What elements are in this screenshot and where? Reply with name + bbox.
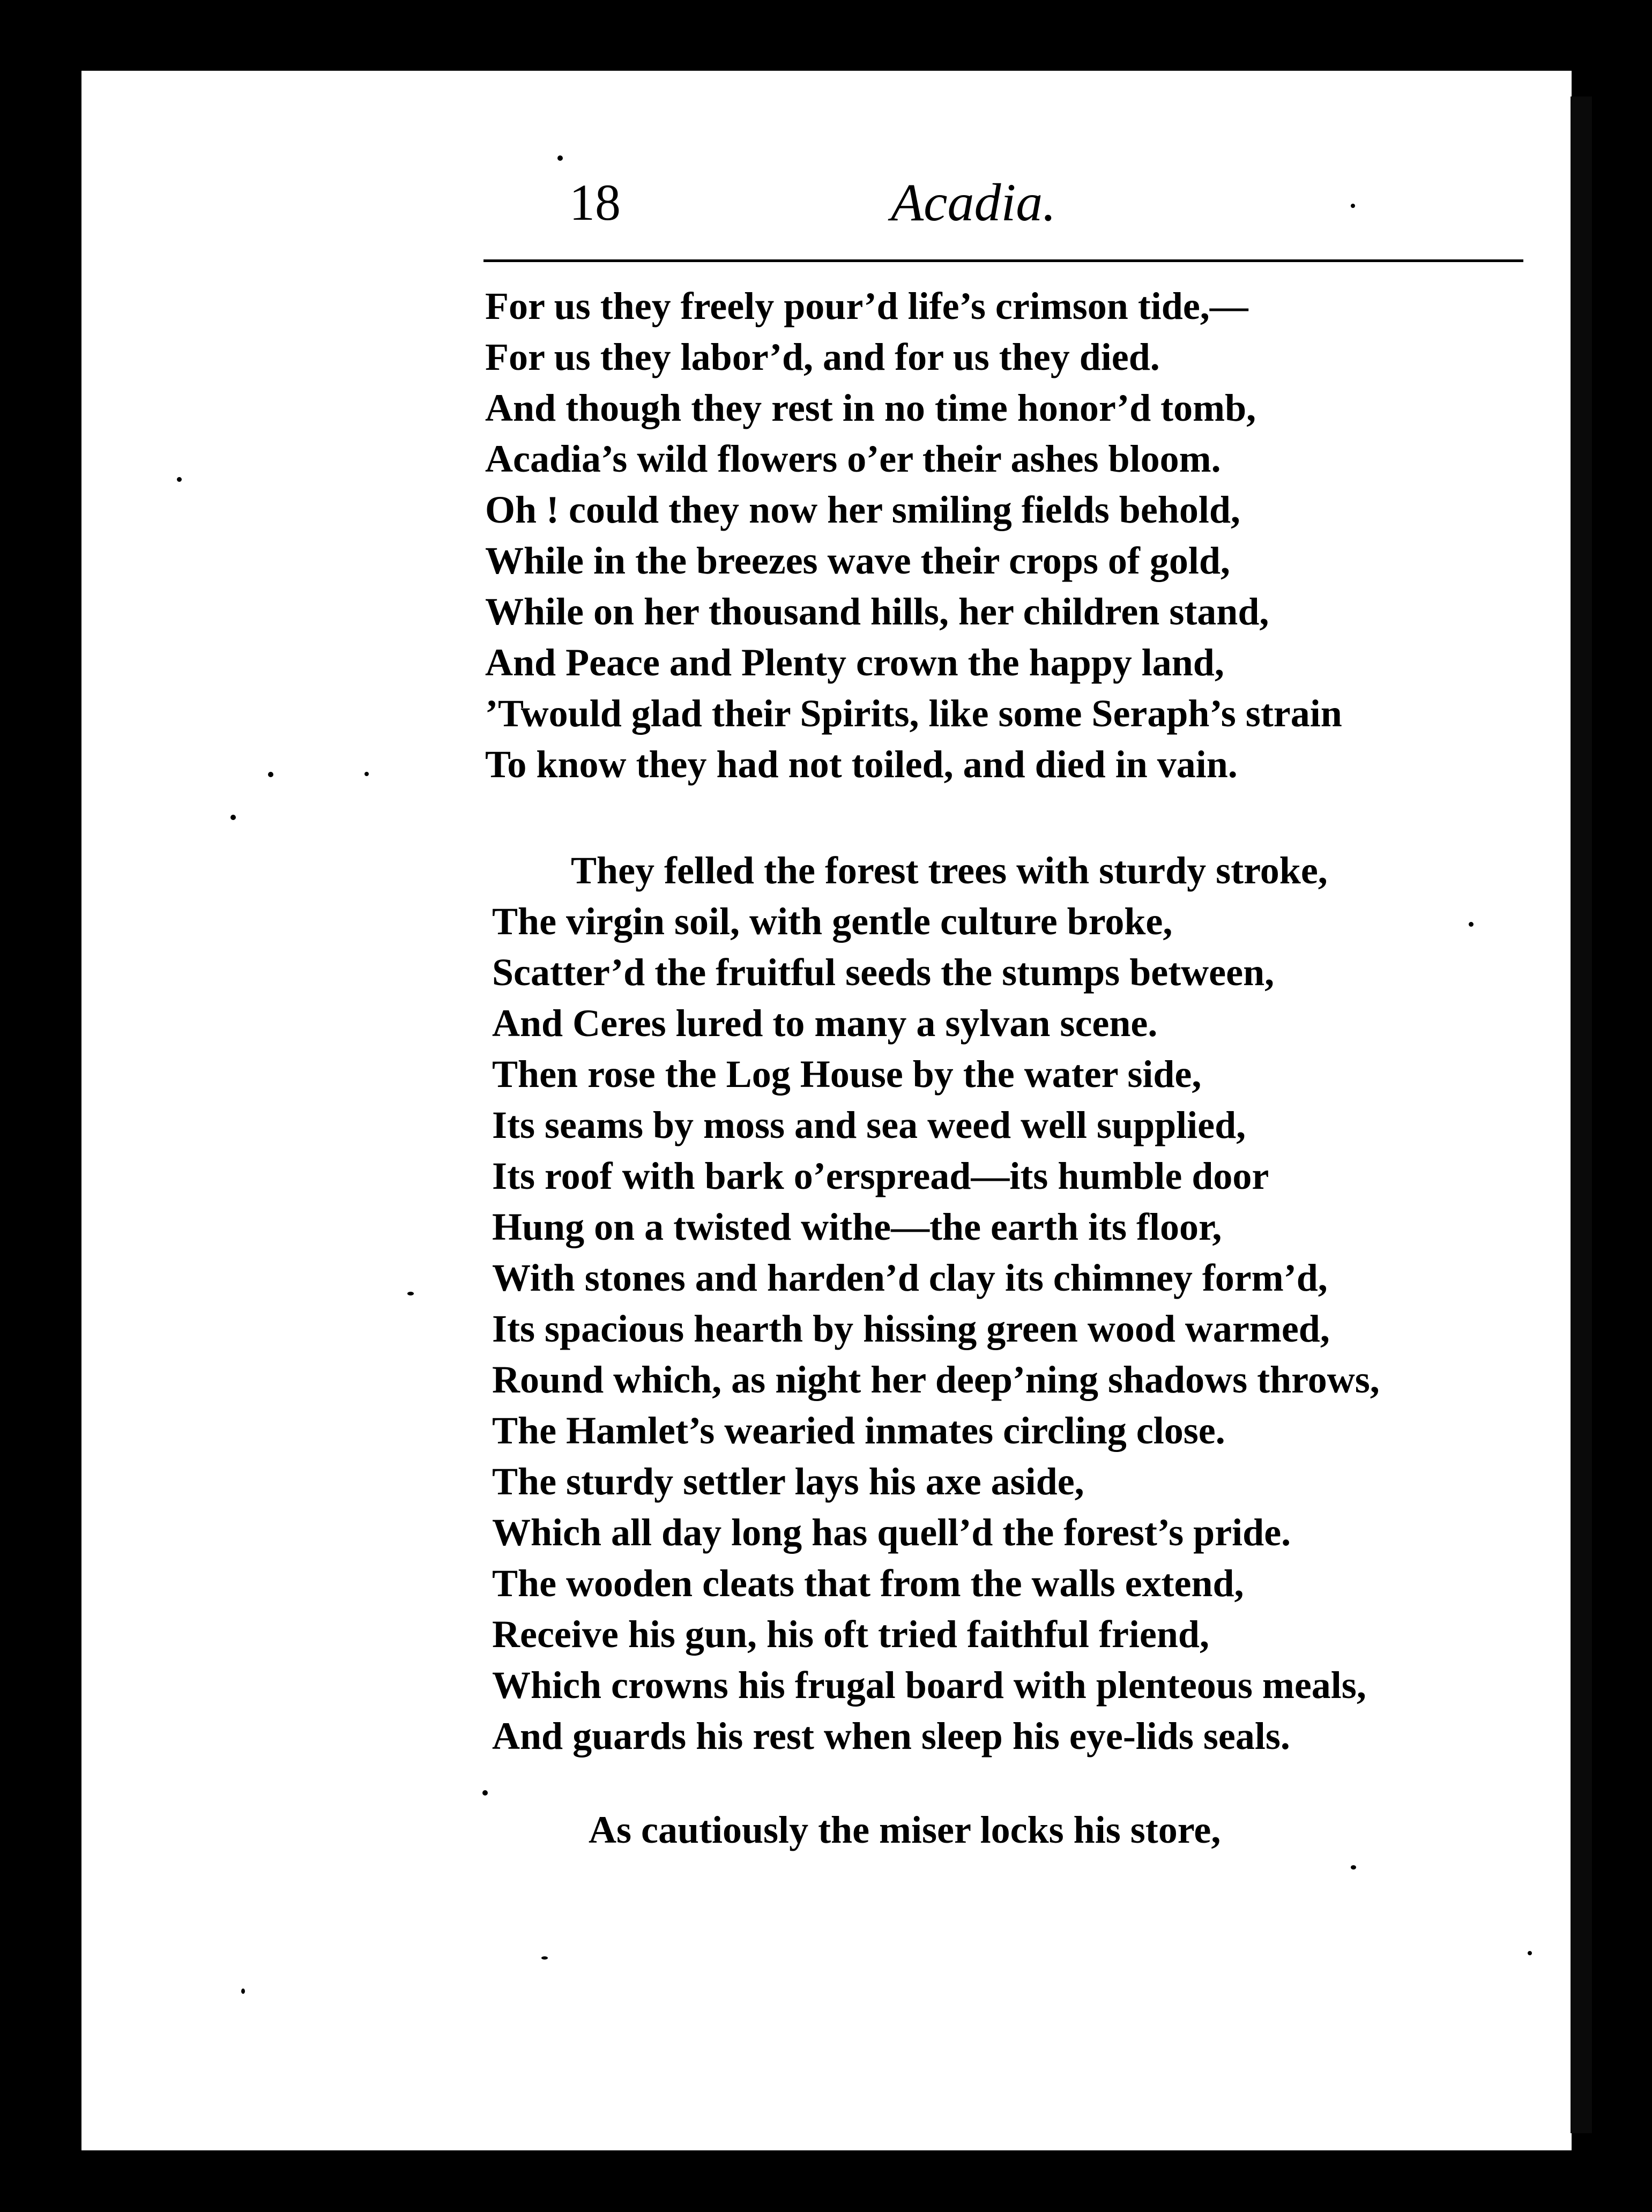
verse-line: Hung on a twisted withe—the earth its floor, <box>492 1205 1222 1248</box>
scan-speck <box>1351 1865 1356 1870</box>
verse-line: Its seams by moss and sea weed well supplied, <box>492 1104 1246 1146</box>
scan-speck <box>364 772 369 776</box>
scan-speck <box>241 1988 245 1994</box>
verse-line: With stones and harden’d clay its chimney form’d, <box>492 1256 1328 1299</box>
scan-speck <box>482 1790 488 1796</box>
verse-line: ’Twould glad their Spirits, like some Seraph’s strain <box>485 692 1342 735</box>
page-number: 18 <box>569 174 621 231</box>
verse-line: Then rose the Log House by the water side, <box>492 1053 1202 1096</box>
verse-line: Scatter’d the fruitful seeds the stumps between, <box>492 951 1275 994</box>
verse-line: And Peace and Plenty crown the happy land, <box>485 641 1224 684</box>
book-spine-shadow <box>1571 96 1592 2133</box>
scan-speck <box>268 772 273 777</box>
scan-speck <box>557 155 563 161</box>
verse-line: Oh ! could they now her smiling fields behold, <box>485 488 1240 531</box>
verse-line: The virgin soil, with gentle culture broke, <box>492 900 1173 943</box>
header-rule <box>483 259 1523 262</box>
scan-speck <box>1469 922 1474 927</box>
verse-line: The wooden cleats that from the walls extend, <box>492 1562 1244 1605</box>
verse-line: As cautiously the miser locks his store, <box>589 1808 1221 1851</box>
running-title: Acadia. <box>891 173 1056 232</box>
verse-line: For us they labor’d, and for us they died. <box>485 336 1160 378</box>
verse-line: The Hamlet’s wearied inmates circling close. <box>492 1409 1225 1452</box>
verse-line: And guards his rest when sleep his eye-lids seals. <box>492 1715 1290 1757</box>
verse-line: To know they had not toiled, and died in vain. <box>485 743 1238 786</box>
verse-line: Receive his gun, his oft tried faithful friend, <box>492 1613 1209 1656</box>
verse-line: Its roof with bark o’erspread—its humble door <box>492 1155 1269 1197</box>
verse-line: And Ceres lured to many a sylvan scene. <box>492 1002 1158 1045</box>
verse-line: While in the breezes wave their crops of gold, <box>485 539 1230 582</box>
verse-line: For us they freely pour’d life’s crimson tide,— <box>485 285 1248 327</box>
scan-speck <box>541 1956 548 1960</box>
verse-line: Which crowns his frugal board with plenteous meals, <box>492 1664 1366 1707</box>
verse-line: The sturdy settler lays his axe aside, <box>492 1460 1084 1503</box>
scan-speck <box>407 1292 414 1295</box>
page-header <box>81 71 1572 285</box>
scan-speck <box>230 815 236 820</box>
verse-line: And though they rest in no time honor’d tomb, <box>485 386 1256 429</box>
scan-speck <box>1528 1951 1532 1955</box>
verse-line: Which all day long has quell’d the forest’s pride. <box>492 1511 1291 1554</box>
verse-line: Acadia’s wild flowers o’er their ashes bloom. <box>485 437 1221 480</box>
verse-line: Its spacious hearth by hissing green wood warmed, <box>492 1307 1330 1350</box>
verse-line: They felled the forest trees with sturdy stroke, <box>571 849 1328 892</box>
verse-line: While on her thousand hills, her children stand, <box>485 590 1269 633</box>
scan-speck <box>1351 204 1355 208</box>
scan-speck <box>177 477 182 482</box>
verse-line: Round which, as night her deep’ning shadows throws, <box>492 1358 1380 1401</box>
